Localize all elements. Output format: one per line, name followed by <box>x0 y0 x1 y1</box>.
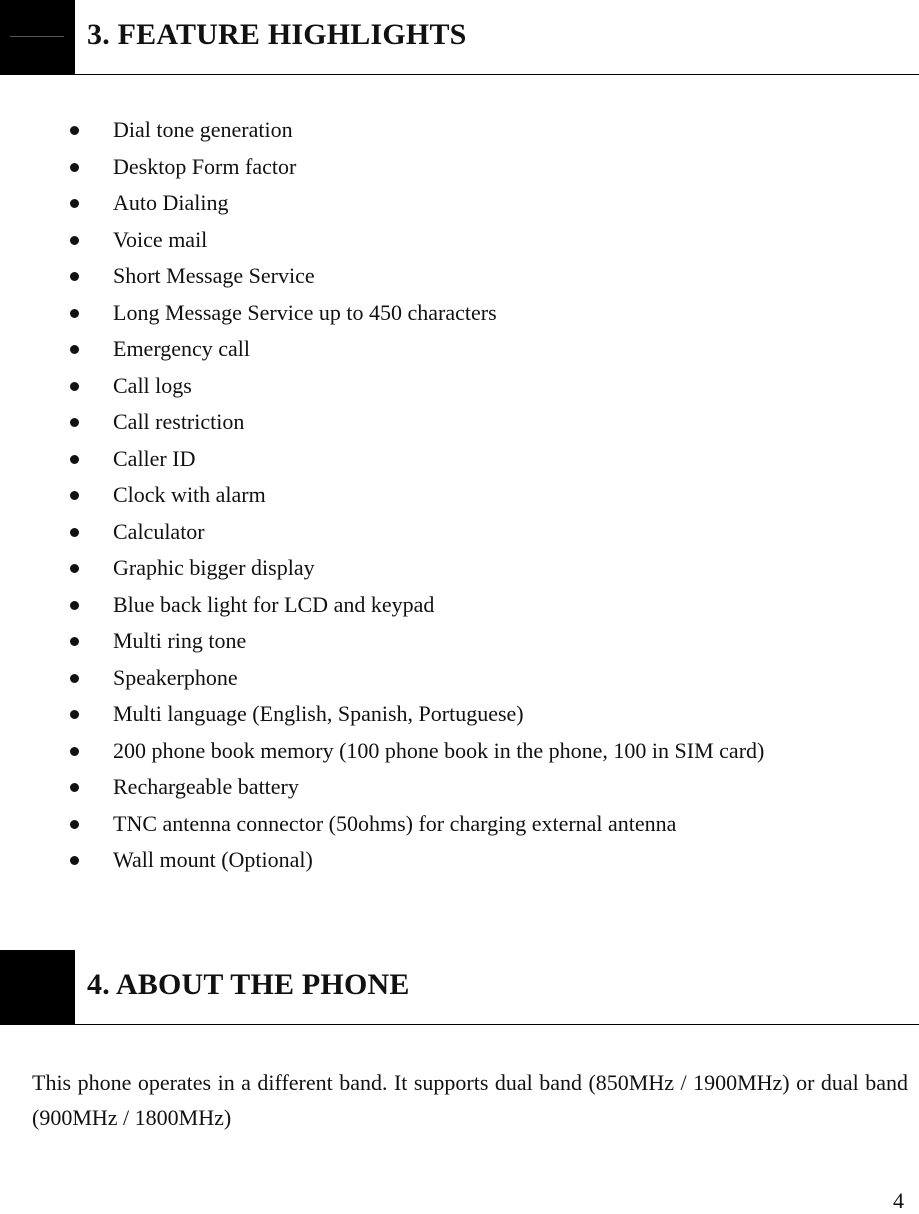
feature-text: Graphic bigger display <box>113 555 315 580</box>
feature-text: Wall mount (Optional) <box>113 847 313 872</box>
section-4-header <box>0 950 919 1025</box>
feature-text: Caller ID <box>113 445 196 471</box>
section-marker-line <box>10 36 64 37</box>
bullet-icon <box>70 674 79 683</box>
bullet-icon <box>70 820 79 829</box>
bullet-icon <box>70 345 79 354</box>
bullet-icon <box>70 637 79 646</box>
bullet-icon <box>70 747 79 756</box>
feature-text: Speakerphone <box>113 664 238 690</box>
feature-text: Voice mail <box>113 226 208 252</box>
feature-text: Multi language (English, Spanish, Portuguese) <box>113 701 524 726</box>
bullet-icon <box>70 601 79 610</box>
feature-text: Call restriction <box>113 409 245 434</box>
feature-text: TNC antenna connector (50ohms) for charging external antenna <box>113 810 677 836</box>
section-3-header <box>0 0 919 75</box>
bullet-icon <box>70 309 79 318</box>
bullet-icon <box>70 272 79 281</box>
bullet-icon <box>70 455 79 464</box>
section-marker-block <box>0 0 75 75</box>
feature-text: Dial tone generation <box>113 117 293 142</box>
bullet-icon <box>70 783 79 792</box>
section-3-rule <box>75 74 919 75</box>
bullet-icon <box>70 126 79 135</box>
feature-text: Rechargeable battery <box>113 774 299 799</box>
section-3-title: 3. FEATURE HIGHLIGHTS <box>87 18 467 51</box>
bullet-icon <box>70 564 79 573</box>
feature-text: Emergency call <box>113 336 251 361</box>
bullet-icon <box>70 856 79 865</box>
bullet-icon <box>70 710 79 719</box>
bullet-icon <box>70 236 79 245</box>
feature-text: Auto Dialing <box>113 190 229 215</box>
feature-text: Short Message Service <box>113 263 315 288</box>
feature-text: 200 phone book memory (100 phone book in the phone, 100 in SIM card) <box>113 737 765 763</box>
section-4-rule <box>75 1024 919 1025</box>
bullet-icon <box>70 491 79 500</box>
section-4-title: 4. ABOUT THE PHONE <box>87 968 410 1001</box>
page-number: 4 <box>893 1188 904 1213</box>
feature-text: Calculator <box>113 518 205 544</box>
feature-text: Multi ring tone <box>113 628 247 653</box>
feature-text: Clock with alarm <box>113 482 266 507</box>
feature-text: Blue back light for LCD and keypad <box>113 591 435 617</box>
bullet-icon <box>70 528 79 537</box>
bullet-icon <box>70 382 79 391</box>
section-marker-block <box>0 950 75 1025</box>
feature-text: Desktop Form factor <box>113 153 297 179</box>
bullet-icon <box>70 163 79 172</box>
feature-text: Long Message Service up to 450 characters <box>113 299 497 325</box>
bullet-icon <box>70 199 79 208</box>
feature-text: Call logs <box>113 372 192 398</box>
about-phone-paragraph: This phone operates in a different band. It supports dual band (850MHz / 1900MHz) or dual band (900MHz / 1800MHz) <box>32 1070 908 1130</box>
bullet-icon <box>70 418 79 427</box>
